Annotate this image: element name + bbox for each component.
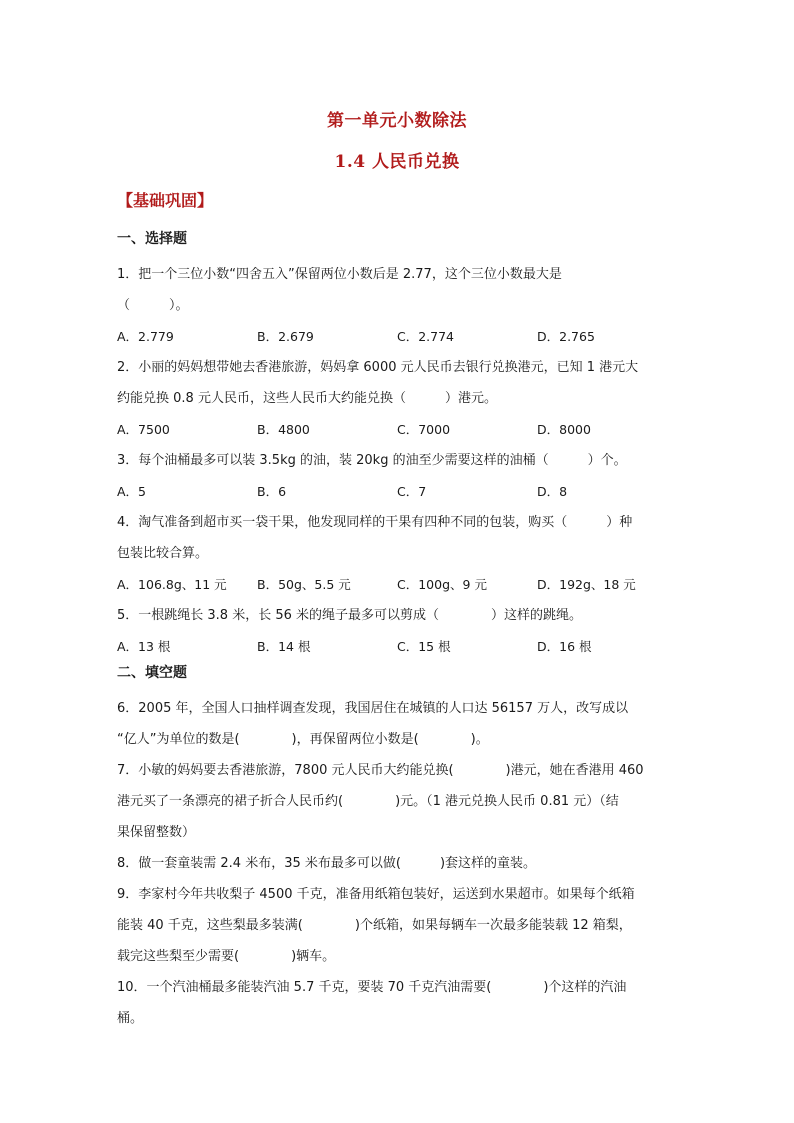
option-d[interactable]: D．192g、18 元 — [537, 577, 636, 592]
option-row — [117, 631, 677, 662]
option-d[interactable]: D．16 根 — [537, 639, 592, 654]
question-5 — [117, 600, 677, 662]
question-line: （ ）。 — [117, 298, 189, 313]
option-b[interactable]: B．6 — [257, 484, 287, 499]
question-line: 桶。 — [117, 1011, 144, 1026]
question-3 — [117, 445, 677, 507]
option-c[interactable]: C．100g、9 元 — [397, 577, 487, 592]
page-title: 第一单元小数除法 — [327, 111, 467, 131]
question-10 — [117, 972, 677, 1034]
question-line: 5．一根跳绳长 3.8 米，长 56 米的绳子最多可以剪成（ ）这样的跳绳。 — [117, 608, 583, 623]
section-tag: 【基础巩固】 — [117, 191, 214, 210]
question-line: 港元买了一条漂亮的裙子折合人民币约( )元。（1 港元兑换人民币 0.81 元）（结 — [117, 794, 619, 809]
option-a[interactable]: A．106.8g、11 元 — [117, 577, 227, 592]
question-line: 6．2005 年，全国人口抽样调查发现，我国居住在城镇的人口达 56157 万人，改写成以 — [117, 701, 629, 716]
option-a[interactable]: A．2.779 — [117, 329, 174, 344]
question-line: 3．每个油桶最多可以装 3.5kg 的油，装 20kg 的油至少需要这样的油桶（ ）个。 — [117, 453, 627, 468]
option-a[interactable]: A．5 — [117, 484, 147, 499]
question-line: 8．做一套童装需 2.4 米布，35 米布最多可以做( )套这样的童装。 — [117, 856, 537, 871]
option-row — [117, 321, 677, 352]
question-9 — [117, 879, 677, 972]
question-content — [117, 228, 677, 1034]
lesson-subtitle: 1.4 人民币兑换 — [334, 152, 460, 172]
question-line: 1．把一个三位小数“四舍五入”保留两位小数后是 2.77，这个三位小数最大是 — [117, 267, 562, 282]
option-row — [117, 414, 677, 445]
question-line: 载完这些梨至少需要( )辆车。 — [117, 949, 336, 964]
option-b[interactable]: B．2.679 — [257, 329, 314, 344]
question-line: “亿人”为单位的数是( )，再保留两位小数是( )。 — [117, 732, 489, 747]
option-a[interactable]: A．13 根 — [117, 639, 171, 654]
question-line: 包装比较合算。 — [117, 546, 209, 561]
option-b[interactable]: B．14 根 — [257, 639, 311, 654]
question-1 — [117, 259, 677, 352]
option-b[interactable]: B．4800 — [257, 422, 310, 437]
question-6 — [117, 693, 677, 755]
question-4 — [117, 507, 677, 600]
question-line: 果保留整数） — [117, 825, 196, 840]
option-c[interactable]: C．7 — [397, 484, 427, 499]
question-line: 能装 40 千克，这些梨最多装满( )个纸箱，如果每辆车一次最多能装载 12 箱梨， — [117, 918, 632, 933]
question-2 — [117, 352, 677, 445]
section-heading-fill: 二、填空题 — [117, 665, 187, 681]
option-row — [117, 569, 677, 600]
question-line: 约能兑换 0.8 元人民币，这些人民币大约能兑换（ ）港元。 — [117, 391, 497, 406]
section-heading-choice: 一、选择题 — [117, 231, 187, 247]
option-c[interactable]: C．7000 — [397, 422, 451, 437]
option-c[interactable]: C．15 根 — [397, 639, 451, 654]
option-b[interactable]: B．50g、5.5 元 — [257, 577, 351, 592]
question-line: 10．一个汽油桶最多能装汽油 5.7 千克，要装 70 千克汽油需要( )个这样的汽油 — [117, 980, 627, 995]
question-line: 7．小敏的妈妈要去香港旅游，7800 元人民币大约能兑换( )港元，她在香港用 460 — [117, 763, 644, 778]
question-line: 9．李家村今年共收梨子 4500 千克，准备用纸箱包装好，运送到水果超市。如果每个纸箱 — [117, 887, 635, 902]
option-d[interactable]: D．8000 — [537, 422, 591, 437]
option-d[interactable]: D．8 — [537, 484, 568, 499]
option-c[interactable]: C．2.774 — [397, 329, 455, 344]
question-7 — [117, 755, 677, 848]
option-d[interactable]: D．2.765 — [537, 329, 595, 344]
option-a[interactable]: A．7500 — [117, 422, 170, 437]
question-8 — [117, 848, 677, 879]
option-row — [117, 476, 677, 507]
question-line: 2．小丽的妈妈想带她去香港旅游，妈妈拿 6000 元人民币去银行兑换港元，已知 1 港元大 — [117, 360, 639, 375]
question-line: 4．淘气准备到超市买一袋干果，他发现同样的干果有四种不同的包装，购买（ ）种 — [117, 515, 633, 530]
